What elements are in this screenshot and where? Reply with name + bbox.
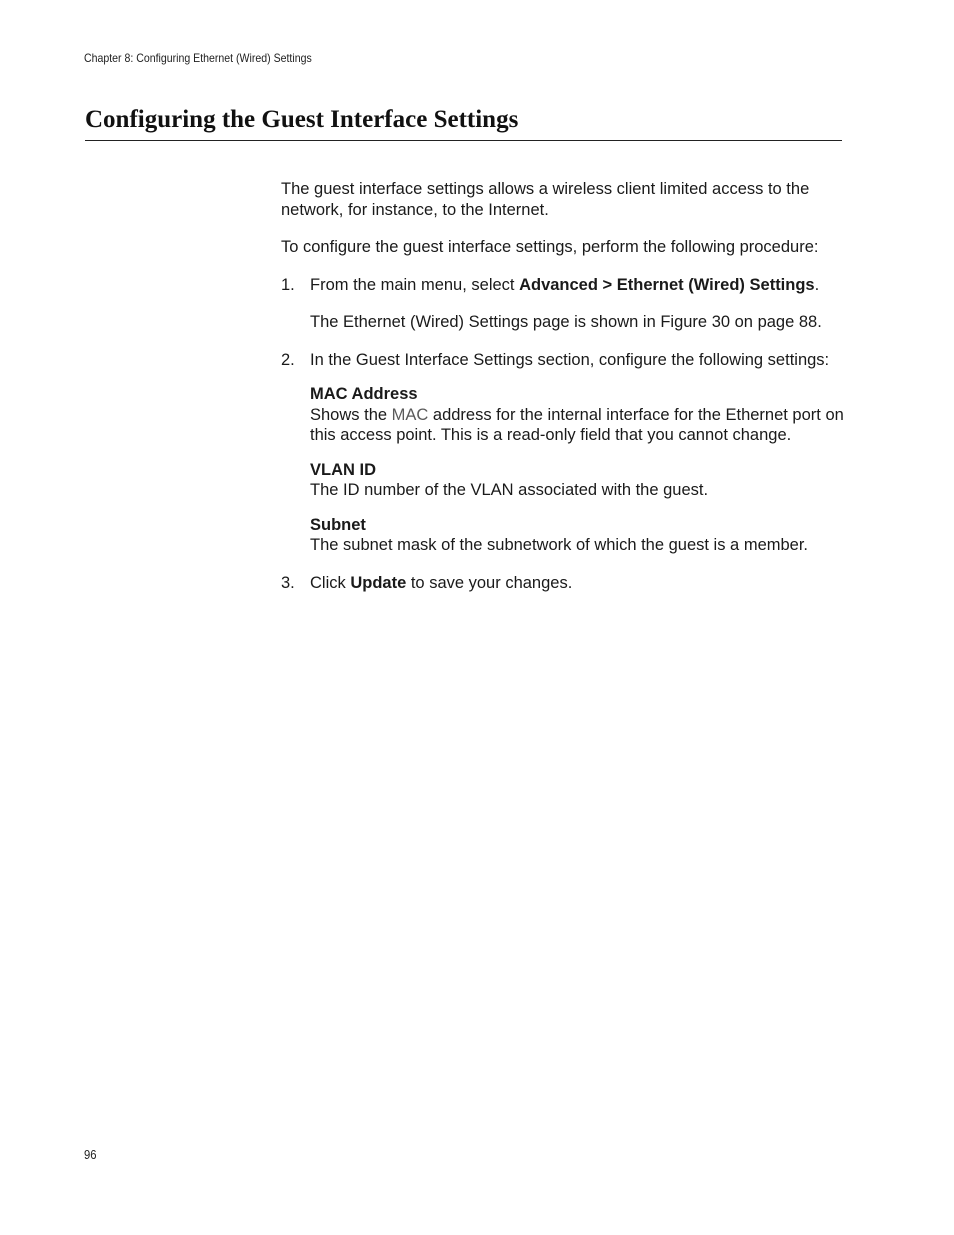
step-1: [281, 275, 851, 333]
step-number: 2.: [281, 350, 295, 369]
step-body: [310, 350, 851, 556]
field-name: Subnet: [310, 515, 366, 534]
field-description: The subnet mask of the subnetwork of which the guest is a member.: [310, 536, 809, 554]
step-number: 3.: [281, 573, 295, 592]
step-body: [310, 275, 851, 333]
step-3: [281, 573, 851, 594]
intro-paragraph: The guest interface settings allows a wireless client limited access to the network, for instance, to the Internet.: [281, 180, 810, 219]
step-note: The Ethernet (Wired) Settings page is shown in Figure 30 on page 88.: [310, 313, 822, 331]
field-name: VLAN ID: [310, 460, 376, 479]
section-title: Configuring the Guest Interface Settings: [85, 106, 519, 133]
procedure-intro: To configure the guest interface settings, perform the following procedure:: [281, 238, 819, 256]
update-keyword: Update: [350, 573, 407, 592]
step-text-pre: Click: [310, 573, 351, 592]
step-text-pre: From the main menu, select: [310, 275, 520, 294]
field-description: [310, 405, 851, 446]
field-desc-post: address for the internal interface for the Ethernet port on this access point. This is a read-only field that you cannot change.: [310, 405, 844, 444]
step-number: 1.: [281, 275, 295, 294]
menu-path: Advanced > Ethernet (Wired) Settings: [519, 275, 815, 294]
field-description: The ID number of the VLAN associated with the guest.: [310, 481, 709, 499]
step-text-post: .: [814, 275, 820, 294]
field-name: MAC Address: [310, 385, 418, 403]
field-vlan-id: [310, 460, 851, 501]
step-text: [310, 275, 851, 296]
step-text-post: to save your changes.: [406, 573, 573, 592]
step-body: [310, 573, 851, 594]
body-column: [281, 179, 851, 610]
running-header: Chapter 8: Configuring Ethernet (Wired) Settings: [84, 51, 312, 65]
page-number: 96: [84, 1148, 97, 1162]
step-2: [281, 350, 851, 556]
field-mac-address: [310, 384, 851, 446]
step-text: In the Guest Interface Settings section, configure the following settings:: [310, 350, 830, 369]
step-text: [310, 573, 851, 594]
mac-term: MAC: [391, 405, 429, 424]
title-rule: [85, 140, 842, 141]
field-subnet: [310, 515, 851, 556]
field-desc-pre: Shows the: [310, 405, 392, 424]
